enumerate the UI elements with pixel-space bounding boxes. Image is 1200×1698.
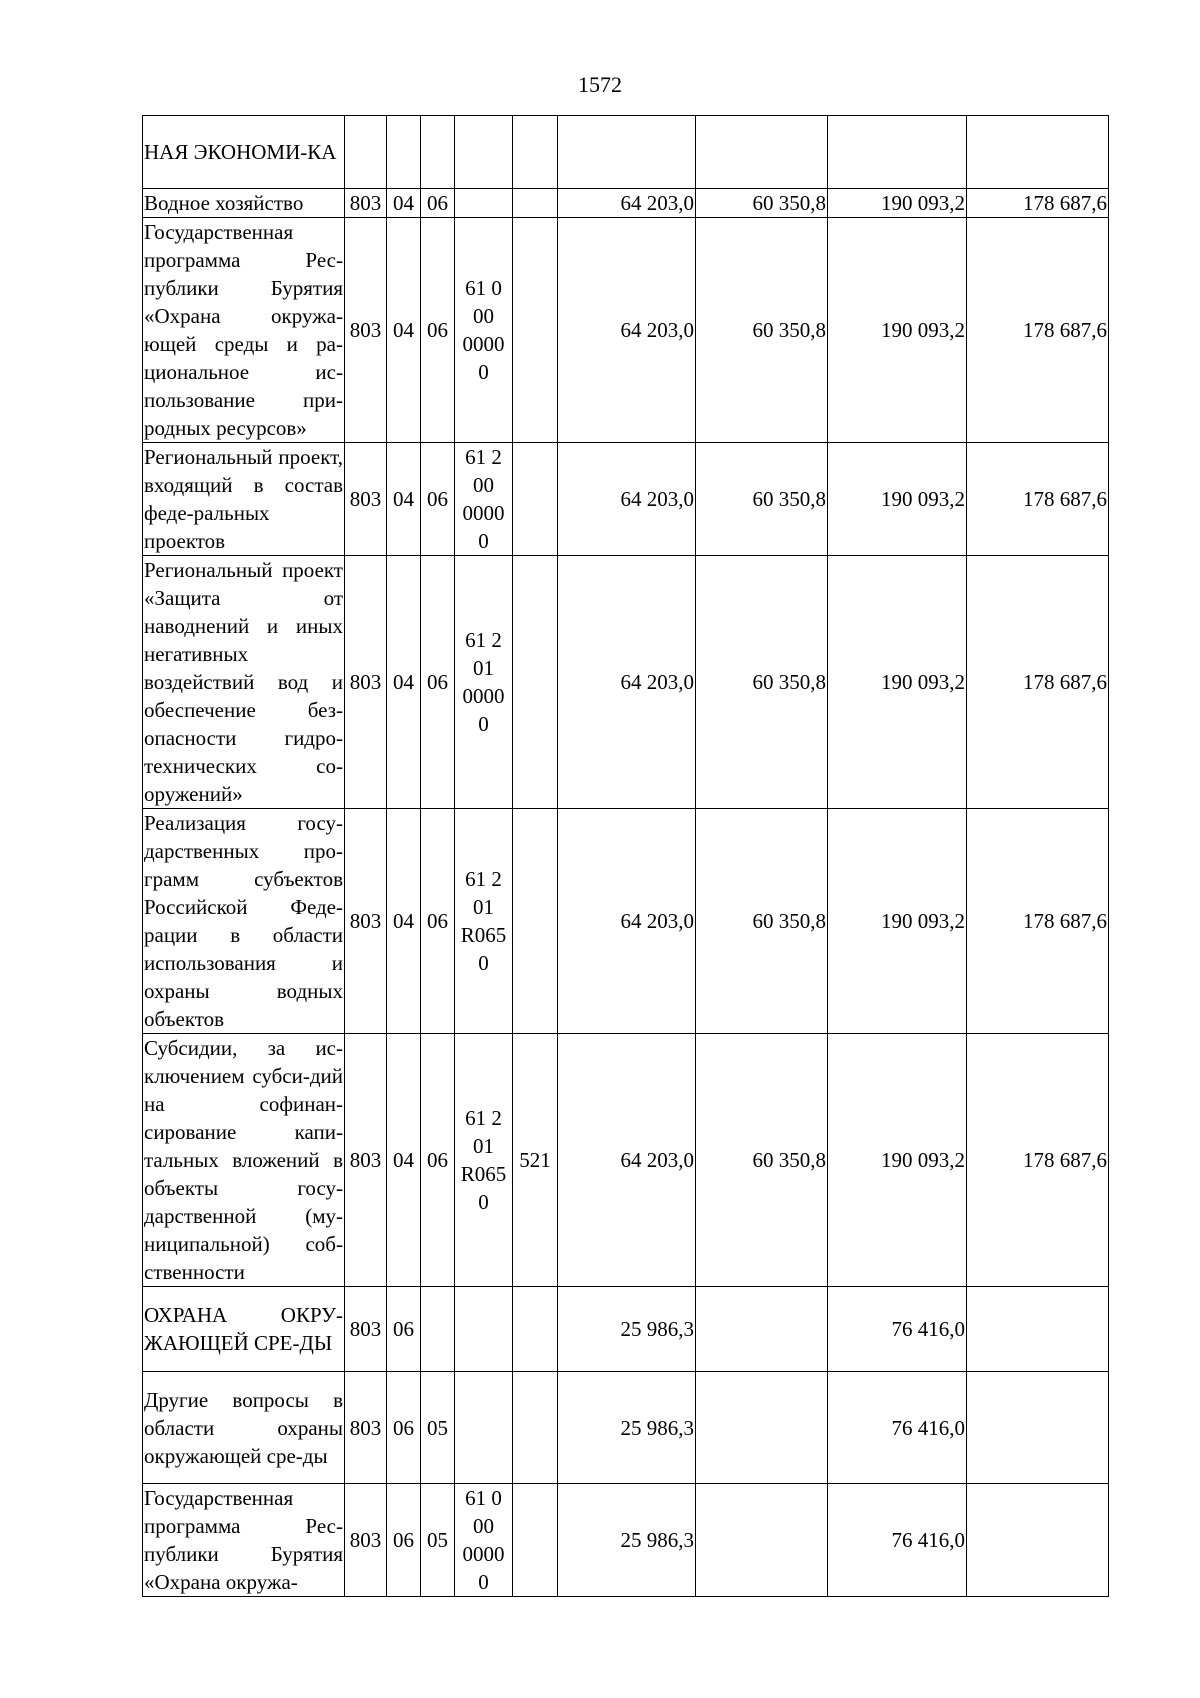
amount-cell xyxy=(696,1287,828,1372)
amount-cell: 190 093,2 xyxy=(828,443,967,556)
expense-type-cell xyxy=(513,443,558,556)
expense-type-cell xyxy=(513,116,558,189)
target-article-part: 0000 xyxy=(462,684,505,708)
amount-cell: 190 093,2 xyxy=(828,1034,967,1287)
section-code-cell: 04 xyxy=(387,443,421,556)
item-name-cell: Государственная программа Рес-публики Бурятия «Охрана окружа-ющей среды и ра-циональное ис-пользование при-родных ресурсов» xyxy=(143,218,345,443)
amount-cell: 60 350,8 xyxy=(696,443,828,556)
target-article-part: 0 xyxy=(478,1570,489,1594)
ministry-code-cell: 803 xyxy=(345,218,387,443)
target-article-part: 0 xyxy=(478,712,489,736)
ministry-code-cell: 803 xyxy=(345,809,387,1034)
amount-cell: 190 093,2 xyxy=(828,809,967,1034)
section-code-cell: 04 xyxy=(387,556,421,809)
amount-cell: 178 687,6 xyxy=(967,189,1109,218)
target-article-part: 0 xyxy=(478,360,489,384)
table-row xyxy=(143,1287,1109,1372)
subsection-code-cell: 06 xyxy=(421,189,455,218)
amount-cell xyxy=(696,1372,828,1484)
subsection-code-cell: 06 xyxy=(421,556,455,809)
amount-cell: 76 416,0 xyxy=(828,1484,967,1597)
table-row xyxy=(143,1372,1109,1484)
amount-cell: 190 093,2 xyxy=(828,556,967,809)
amount-cell xyxy=(828,116,967,189)
subsection-code-cell: 06 xyxy=(421,1034,455,1287)
item-name-cell: Региональный проект, входящий в состав феде-ральных проектов xyxy=(143,443,345,556)
target-article-part: 00 xyxy=(473,473,494,497)
target-article-cell xyxy=(455,809,513,1034)
amount-cell: 64 203,0 xyxy=(558,189,696,218)
amount-cell: 60 350,8 xyxy=(696,556,828,809)
section-code-cell: 04 xyxy=(387,1034,421,1287)
target-article-cell xyxy=(455,1287,513,1372)
expense-type-cell xyxy=(513,189,558,218)
amount-cell xyxy=(967,1287,1109,1372)
section-code-cell: 06 xyxy=(387,1287,421,1372)
table-row xyxy=(143,556,1109,809)
expense-type-cell xyxy=(513,556,558,809)
target-article-part: 01 xyxy=(473,895,494,919)
amount-cell xyxy=(967,1372,1109,1484)
ministry-code-cell: 803 xyxy=(345,556,387,809)
subsection-code-cell: 05 xyxy=(421,1372,455,1484)
target-article-part: 61 0 xyxy=(465,1486,502,1510)
target-article-part: 0 xyxy=(478,529,489,553)
budget-table-body xyxy=(143,116,1109,1597)
table-row xyxy=(143,1484,1109,1597)
item-name-cell: Субсидии, за ис-ключением субси-дий на софинан-сирование капи-тальных вложений в объекты госу-дарственной (му-ниципальной) соб-ственности xyxy=(143,1034,345,1287)
target-article-part: 00 xyxy=(473,304,494,328)
amount-cell: 76 416,0 xyxy=(828,1372,967,1484)
ministry-code-cell: 803 xyxy=(345,189,387,218)
target-article-part: 61 2 xyxy=(465,1106,502,1130)
item-name-cell: Другие вопросы в области охраны окружающей сре-ды xyxy=(143,1372,345,1484)
target-article-part: 61 2 xyxy=(465,867,502,891)
target-article-part: 00 xyxy=(473,1514,494,1538)
item-name-cell: Водное хозяйство xyxy=(143,189,345,218)
expense-type-cell xyxy=(513,1287,558,1372)
ministry-code-cell: 803 xyxy=(345,1034,387,1287)
amount-cell: 60 350,8 xyxy=(696,1034,828,1287)
item-name-cell: НАЯ ЭКОНОМИ-КА xyxy=(143,116,345,189)
target-article-part: 0 xyxy=(478,951,489,975)
expense-type-cell xyxy=(513,218,558,443)
target-article-part: 0000 xyxy=(462,332,505,356)
table-row xyxy=(143,1034,1109,1287)
target-article-part: 61 0 xyxy=(465,276,502,300)
target-article-part: 01 xyxy=(473,656,494,680)
subsection-code-cell xyxy=(421,116,455,189)
amount-cell: 25 986,3 xyxy=(558,1484,696,1597)
subsection-code-cell: 06 xyxy=(421,809,455,1034)
subsection-code-cell: 05 xyxy=(421,1484,455,1597)
amount-cell: 25 986,3 xyxy=(558,1287,696,1372)
amount-cell: 178 687,6 xyxy=(967,443,1109,556)
subsection-code-cell: 06 xyxy=(421,443,455,556)
table-row xyxy=(143,189,1109,218)
target-article-part: 01 xyxy=(473,1134,494,1158)
ministry-code-cell: 803 xyxy=(345,1287,387,1372)
amount-cell: 64 203,0 xyxy=(558,809,696,1034)
expense-type-cell: 521 xyxy=(513,1034,558,1287)
amount-cell: 178 687,6 xyxy=(967,218,1109,443)
item-name-cell: ОХРАНА ОКРУ-ЖАЮЩЕЙ СРЕ-ДЫ xyxy=(143,1287,345,1372)
ministry-code-cell: 803 xyxy=(345,443,387,556)
amount-cell: 64 203,0 xyxy=(558,556,696,809)
amount-cell: 178 687,6 xyxy=(967,556,1109,809)
target-article-cell xyxy=(455,1034,513,1287)
target-article-part: R065 xyxy=(460,1162,507,1186)
amount-cell: 60 350,8 xyxy=(696,809,828,1034)
section-code-cell: 04 xyxy=(387,218,421,443)
page-number: 1572 xyxy=(578,72,622,97)
item-name-cell: Региональный проект «Защита от наводнений и иных негативных воздействий вод и обеспечение без-опасности гидро-технических со-оружений» xyxy=(143,556,345,809)
target-article-part: 61 2 xyxy=(465,445,502,469)
section-code-cell: 04 xyxy=(387,189,421,218)
target-article-cell xyxy=(455,218,513,443)
amount-cell xyxy=(558,116,696,189)
section-code-cell: 06 xyxy=(387,1484,421,1597)
amount-cell xyxy=(696,1484,828,1597)
target-article-part: 0000 xyxy=(462,1542,505,1566)
amount-cell xyxy=(967,116,1109,189)
target-article-part: R065 xyxy=(460,923,507,947)
amount-cell: 25 986,3 xyxy=(558,1372,696,1484)
section-code-cell: 06 xyxy=(387,1372,421,1484)
amount-cell: 60 350,8 xyxy=(696,189,828,218)
target-article-cell xyxy=(455,1484,513,1597)
amount-cell: 64 203,0 xyxy=(558,218,696,443)
amount-cell xyxy=(696,116,828,189)
amount-cell: 178 687,6 xyxy=(967,1034,1109,1287)
target-article-part: 61 2 xyxy=(465,628,502,652)
amount-cell: 60 350,8 xyxy=(696,218,828,443)
item-name-cell: Государственная программа Рес-публики Бурятия «Охрана окружа- xyxy=(143,1484,345,1597)
subsection-code-cell xyxy=(421,1287,455,1372)
target-article-cell xyxy=(455,556,513,809)
target-article-cell xyxy=(455,443,513,556)
table-row xyxy=(143,116,1109,189)
table-row xyxy=(143,218,1109,443)
target-article-cell xyxy=(455,189,513,218)
amount-cell: 190 093,2 xyxy=(828,218,967,443)
table-row xyxy=(143,809,1109,1034)
amount-cell: 76 416,0 xyxy=(828,1287,967,1372)
target-article-cell xyxy=(455,1372,513,1484)
amount-cell xyxy=(967,1484,1109,1597)
ministry-code-cell xyxy=(345,116,387,189)
amount-cell: 190 093,2 xyxy=(828,189,967,218)
table-row xyxy=(143,443,1109,556)
target-article-cell xyxy=(455,116,513,189)
amount-cell: 64 203,0 xyxy=(558,443,696,556)
item-name-cell: Реализация госу-дарственных про-грамм субъектов Российской Феде-рации в области использования и охраны водных объектов xyxy=(143,809,345,1034)
budget-table xyxy=(142,115,1109,1597)
target-article-part: 0 xyxy=(478,1190,489,1214)
expense-type-cell xyxy=(513,1372,558,1484)
section-code-cell xyxy=(387,116,421,189)
expense-type-cell xyxy=(513,1484,558,1597)
amount-cell: 64 203,0 xyxy=(558,1034,696,1287)
ministry-code-cell: 803 xyxy=(345,1372,387,1484)
target-article-part: 0000 xyxy=(462,501,505,525)
amount-cell: 178 687,6 xyxy=(967,809,1109,1034)
subsection-code-cell: 06 xyxy=(421,218,455,443)
ministry-code-cell: 803 xyxy=(345,1484,387,1597)
expense-type-cell xyxy=(513,809,558,1034)
section-code-cell: 04 xyxy=(387,809,421,1034)
